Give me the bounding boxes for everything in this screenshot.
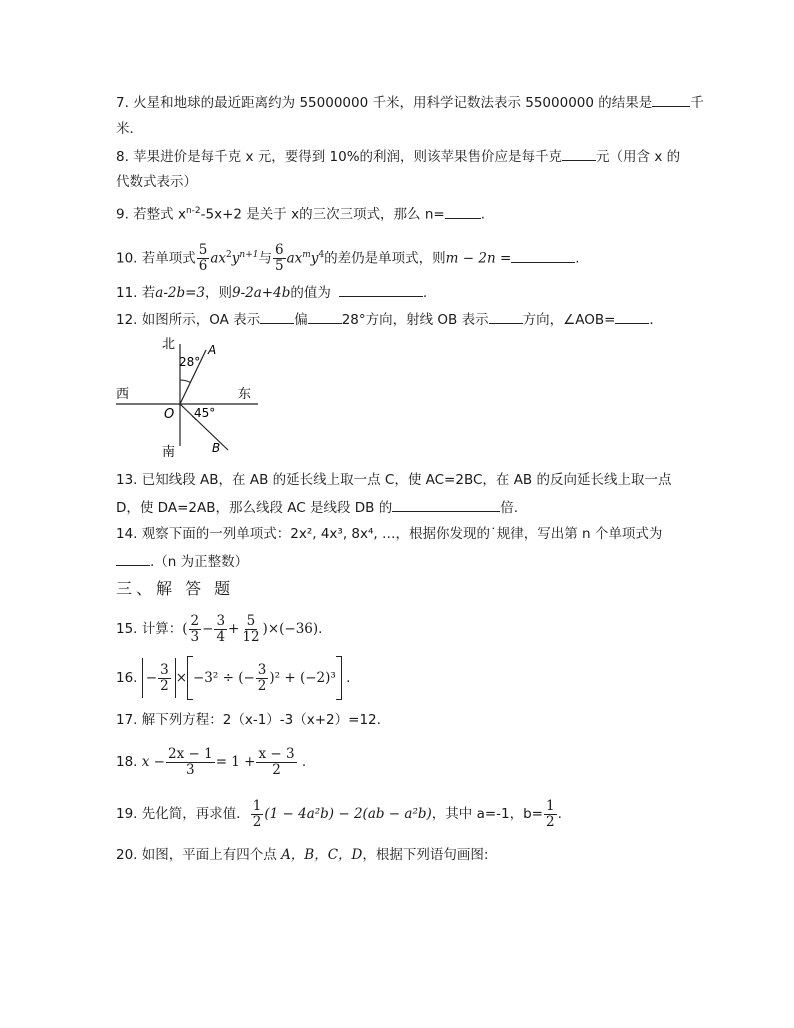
q14-text: 14. 观察下面的一列单项式：2x², 4x³, 8x⁴, …，根据你发现的˙规律，写出第 n 个单项式为	[116, 526, 663, 542]
label-a: A	[208, 343, 217, 357]
question-18	[116, 744, 306, 780]
question-13-cont	[116, 497, 518, 518]
q20-text: 20. 如图，平面上有四个点	[116, 847, 277, 863]
q8-text-2: 元（用含 x 的	[596, 149, 681, 165]
q10-expression: m − 2n =	[445, 250, 512, 267]
q18-x: x −	[141, 754, 165, 770]
q14-blank[interactable]	[116, 551, 150, 566]
question-14-cont	[116, 551, 248, 572]
q16-text: 16.	[116, 670, 138, 686]
q18-fraction-2: $\frac{x - 3}{2}$	[258, 745, 295, 778]
q16-inner-1: −3² ÷ (−	[193, 670, 255, 686]
q9-text-2: -5x+2 是关于 x的三次三项式，那么 n=	[200, 206, 445, 223]
label-west: 西	[116, 387, 130, 402]
q7-unit-end: 米．	[116, 121, 143, 137]
q11-end: .	[422, 285, 428, 301]
question-12	[116, 309, 654, 330]
q12-end: .	[649, 312, 654, 328]
q11-blank[interactable]	[339, 282, 423, 297]
q10-fraction-1: $\frac{5}{6}$	[198, 242, 208, 274]
question-19	[116, 796, 562, 832]
q19-end: .	[557, 806, 562, 822]
q13-blank[interactable]	[392, 497, 500, 512]
q19-fraction-b: $\frac{1}{2}$	[546, 797, 555, 830]
q14-text-2: .（n 为正整数）	[150, 554, 249, 570]
q8-blank[interactable]	[562, 146, 596, 161]
question-9	[116, 201, 485, 225]
q7-text: 7. 火星和地球的最近距离约为 55000000 千米，用科学记数法表示 55000000 的结果是	[116, 95, 653, 111]
q9-end: .	[480, 206, 486, 223]
q15-fraction-2: $\frac{3}{4}$	[216, 612, 226, 645]
q13-text: 13. 已知线段 AB，在 AB 的延长线上取一点 C，使 AC=2BC，在 AB 的反向延长线上取一点	[116, 472, 672, 488]
q12-blank-2[interactable]	[308, 309, 342, 324]
q10-text: 10. 若单项式	[116, 250, 196, 267]
question-7	[116, 92, 704, 113]
q15-multiplier: ×(−36)	[267, 621, 319, 637]
question-17	[116, 710, 381, 730]
q18-fraction-1: $\frac{2x - 1}{3}$	[168, 745, 213, 778]
q7-blank[interactable]	[652, 92, 690, 107]
q20-text-2: ，根据下列语句画图:	[362, 847, 489, 863]
q15-fraction-3: $\frac{5}{12}$	[242, 612, 260, 645]
q11-text-3: 的值为	[290, 285, 331, 301]
label-north: 北	[162, 337, 176, 352]
q10-text-2: 的差仍是单项式，则	[324, 250, 446, 267]
question-7-cont	[116, 119, 143, 139]
question-15: 15. 计算：( $\frac{2}{3}$ − $\frac{3}{4}$ + $\frac{5}{12}$ )×(−36).	[116, 612, 323, 645]
q11-text-2: ，则	[205, 285, 233, 301]
q10-term1: ax	[210, 250, 227, 267]
q12-text-2: 偏	[294, 312, 308, 328]
q18-end: .	[301, 754, 307, 770]
q8-text: 8. 苹果进价是每千克 x 元，要得到 10%的利润，则该苹果售价应是每千克	[116, 149, 563, 165]
q18-text: 18.	[116, 754, 138, 770]
q16-bracket	[187, 656, 342, 700]
q17-text: 17. 解下列方程：2（x-1）-3（x+2）=12.	[116, 712, 381, 728]
q12-blank-1[interactable]	[260, 309, 294, 324]
question-14	[116, 524, 662, 544]
q13-text-2: D，使 DA=2AB，那么线段 AC 是线段 DB 的	[116, 500, 393, 516]
q19-text: 19. 先化简，再求值．	[116, 806, 250, 822]
q20-points: A，B，C，D	[281, 847, 363, 863]
question-11	[116, 282, 427, 303]
q19-text-2: ，其中 a=-1，b=	[431, 806, 543, 822]
question-20	[116, 845, 488, 865]
q10-blank[interactable]	[511, 248, 575, 263]
q11-expression: 9-2a+4b	[232, 285, 291, 301]
q9-blank[interactable]	[445, 204, 481, 219]
q12-text: 12. 如图所示，OA 表示	[116, 312, 261, 328]
q13-end: 倍.	[500, 500, 519, 516]
label-angle-28: 28°	[179, 355, 201, 369]
label-b: B	[212, 441, 221, 455]
angle-28-arc	[180, 380, 191, 383]
q19-expression: (1 − 4a²b) − 2(ab − a²b)	[264, 806, 432, 822]
q9-text: 9. 若整式 x	[116, 206, 186, 223]
q15-text: 15. 计算：	[116, 621, 183, 637]
q18-equals: = 1 +	[215, 754, 256, 770]
label-angle-45: 45°	[194, 406, 216, 420]
q11-condition: a-2b=3	[155, 285, 206, 301]
q10-fraction-2: $\frac{6}{5}$	[274, 242, 284, 274]
label-o: O	[164, 407, 175, 422]
question-16: 16. − $\frac{3}{2}$ × −3² ÷ (− $\frac{3}{2}$ )² + (−2)³ .	[116, 656, 350, 700]
q12-blank-4[interactable]	[615, 309, 649, 324]
question-8-cont	[116, 172, 197, 192]
q16-inner-2: )² + (−2)³	[269, 670, 336, 686]
q15-fraction-1: $\frac{2}{3}$	[190, 612, 200, 645]
section-heading: 三、解 答 题	[116, 579, 235, 598]
compass-diagram	[112, 334, 262, 460]
label-south: 南	[162, 445, 176, 460]
question-10: 10. 若单项式 $\frac{5}{6}$ $ax^2y^{n+1}$与 $\frac{6}{5}$ $ax^my^4$的差仍是单项式，则m − 2n = .	[116, 242, 580, 274]
q16-abs-value: − $\frac{3}{2}$	[142, 658, 176, 698]
q16-end: .	[346, 670, 351, 686]
question-13	[116, 470, 672, 490]
q10-end: .	[575, 250, 580, 267]
q12-blank-3[interactable]	[489, 309, 523, 324]
q11-text: 11. 若	[116, 285, 156, 301]
q10-and: 与	[258, 250, 272, 267]
q15-end: .	[318, 621, 323, 637]
q7-unit: 千	[690, 95, 704, 111]
q8-text-3: 代数式表示）	[116, 174, 197, 190]
q12-text-4: 方向，∠AOB=	[522, 312, 616, 328]
question-8	[116, 146, 680, 167]
q16-fraction-2: $\frac{3}{2}$	[257, 661, 267, 694]
q10-term2: ax	[286, 250, 303, 267]
q16-fraction-1: $\frac{3}{2}$	[160, 661, 169, 694]
q12-text-3: 28°方向，射线 OB 表示	[341, 312, 489, 328]
q19-fraction: $\frac{1}{2}$	[252, 797, 262, 830]
q9-exponent: n-2	[185, 206, 201, 216]
label-east: 东	[238, 387, 252, 402]
